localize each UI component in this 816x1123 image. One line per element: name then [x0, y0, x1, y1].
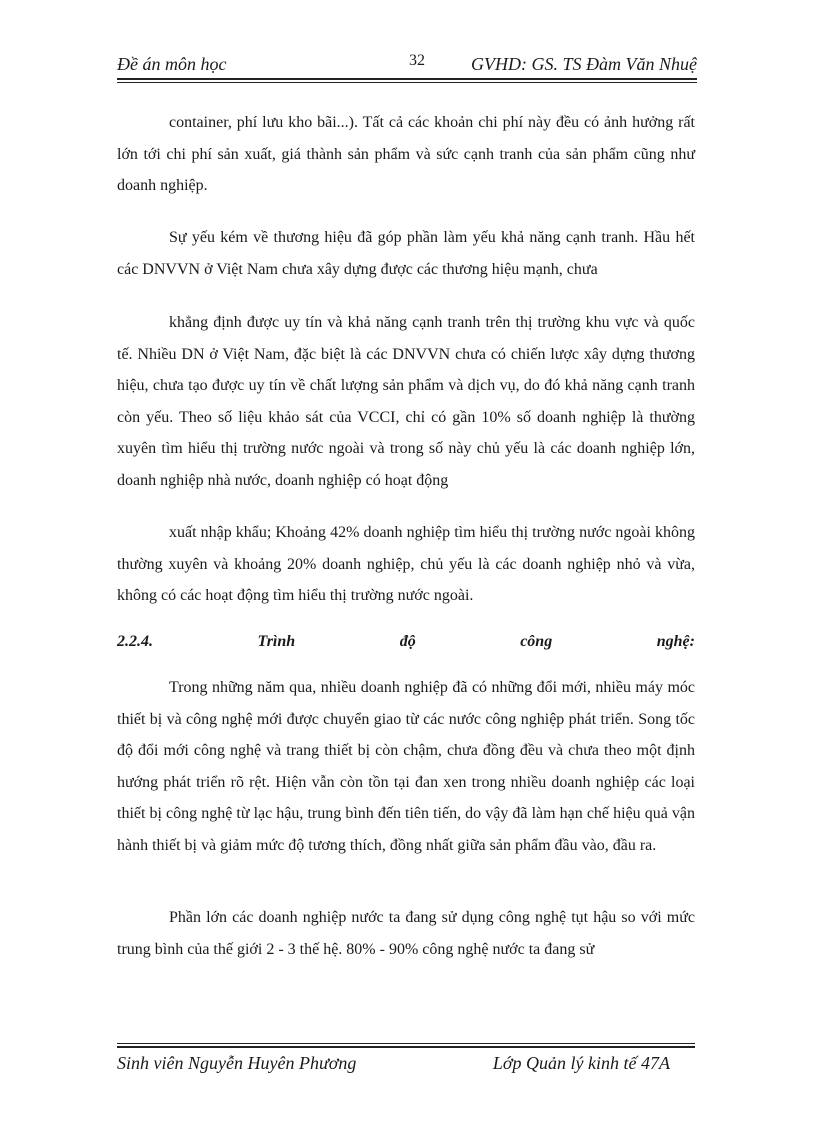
- paragraph-text: Sự yếu kém về thương hiệu đã góp phần làm yếu khả năng cạnh tranh. Hầu hết các DNVVN ở Việt Nam chưa xây dựng được các thương hiệu mạnh, chưa: [117, 229, 695, 278]
- page-header: [117, 50, 697, 78]
- section-number: 2.2.4.: [117, 633, 153, 650]
- paragraph-text: Trong những năm qua, nhiều doanh nghiệp đã có những đổi mới, nhiều máy móc thiết bị và công nghệ mới được chuyển giao từ các nước công nghiệp phát triển. Song tốc độ đổi mới công nghệ và trang thiết bị còn chậm, chưa đồng đều và chưa theo một định hướng phát triển rõ rệt. Hiện vẫn còn tồn tại đan xen trong nhiều doanh nghiệp các loại thiết bị công nghệ từ lạc hậu, trung bình đến tiên tiến, do vậy đã làm hạn chế hiệu quả vận hành thiết bị và giảm mức độ tương thích, đồng nhất giữa sản phẩm đầu vào, đầu ra.: [117, 679, 695, 854]
- paragraph-text: Phần lớn các doanh nghiệp nước ta đang sử dụng công nghệ tụt hậu so với mức trung bình của thế giới 2 - 3 thế hệ. 80% - 90% công nghệ nước ta đang sử: [117, 909, 695, 958]
- paragraph-text: xuất nhập khẩu; Khoảng 42% doanh nghiệp tìm hiểu thị trường nước ngoài không thường xuyên và khoảng 20% doanh nghiệp, chủ yếu là các doanh nghiệp nhỏ và vừa, không có các hoạt động tìm hiểu thị trường nước ngoài.: [117, 524, 695, 604]
- header-rule: [117, 78, 697, 80]
- course-title: Đề án môn học: [117, 54, 227, 74]
- paragraph-technology: [117, 672, 695, 861]
- paragraph-text: container, phí lưu kho bãi...). Tất cả các khoản chi phí này đều có ảnh hưởng rất lớn tới chi phí sản xuất, giá thành sản phẩm và sức cạnh tranh của sản phẩm cũng như doanh nghiệp.: [117, 114, 695, 194]
- section-heading: [117, 633, 695, 651]
- paragraph-technology-gap: [117, 902, 695, 965]
- footer-rule-thick: [117, 1046, 695, 1048]
- footer-rule: [117, 1043, 695, 1044]
- class-name: Lớp Quản lý kinh tế 47A: [492, 1053, 670, 1073]
- heading-word: độ: [399, 633, 416, 650]
- supervisor: GVHD: GS. TS Đàm Văn Nhuệ: [471, 54, 697, 74]
- paragraph-brand-continued: [117, 307, 695, 496]
- student-name: Sinh viên Nguyễn Huyên Phương: [117, 1053, 357, 1073]
- paragraph-costs: [117, 107, 695, 202]
- heading-word: Trình: [257, 633, 296, 650]
- paragraph-text: khẳng định được uy tín và khả năng cạnh tranh trên thị trường khu vực và quốc tế. Nhiều DN ở Việt Nam, đặc biệt là các DNVVN chưa có chiến lược xây dựng thương hiệu, chưa tạo được uy tín về chất lượng sản phẩm và dịch vụ, do đó khả năng cạnh tranh còn yếu. Theo số liệu khảo sát của VCCI, chỉ có gần 10% số doanh nghiệp là thường xuyên tìm hiểu thị trường nước ngoài và trong số này chủ yếu là các doanh nghiệp lớn, doanh nghiệp nhà nước, doanh nghiệp có hoạt động: [117, 314, 695, 489]
- heading-word: công: [520, 633, 553, 650]
- page-footer: [117, 1043, 695, 1083]
- header-rule-thin: [117, 82, 697, 83]
- heading-word: nghệ:: [656, 633, 695, 650]
- paragraph-market-research: [117, 517, 695, 612]
- page-number: 32: [409, 52, 425, 69]
- paragraph-brand: [117, 222, 695, 285]
